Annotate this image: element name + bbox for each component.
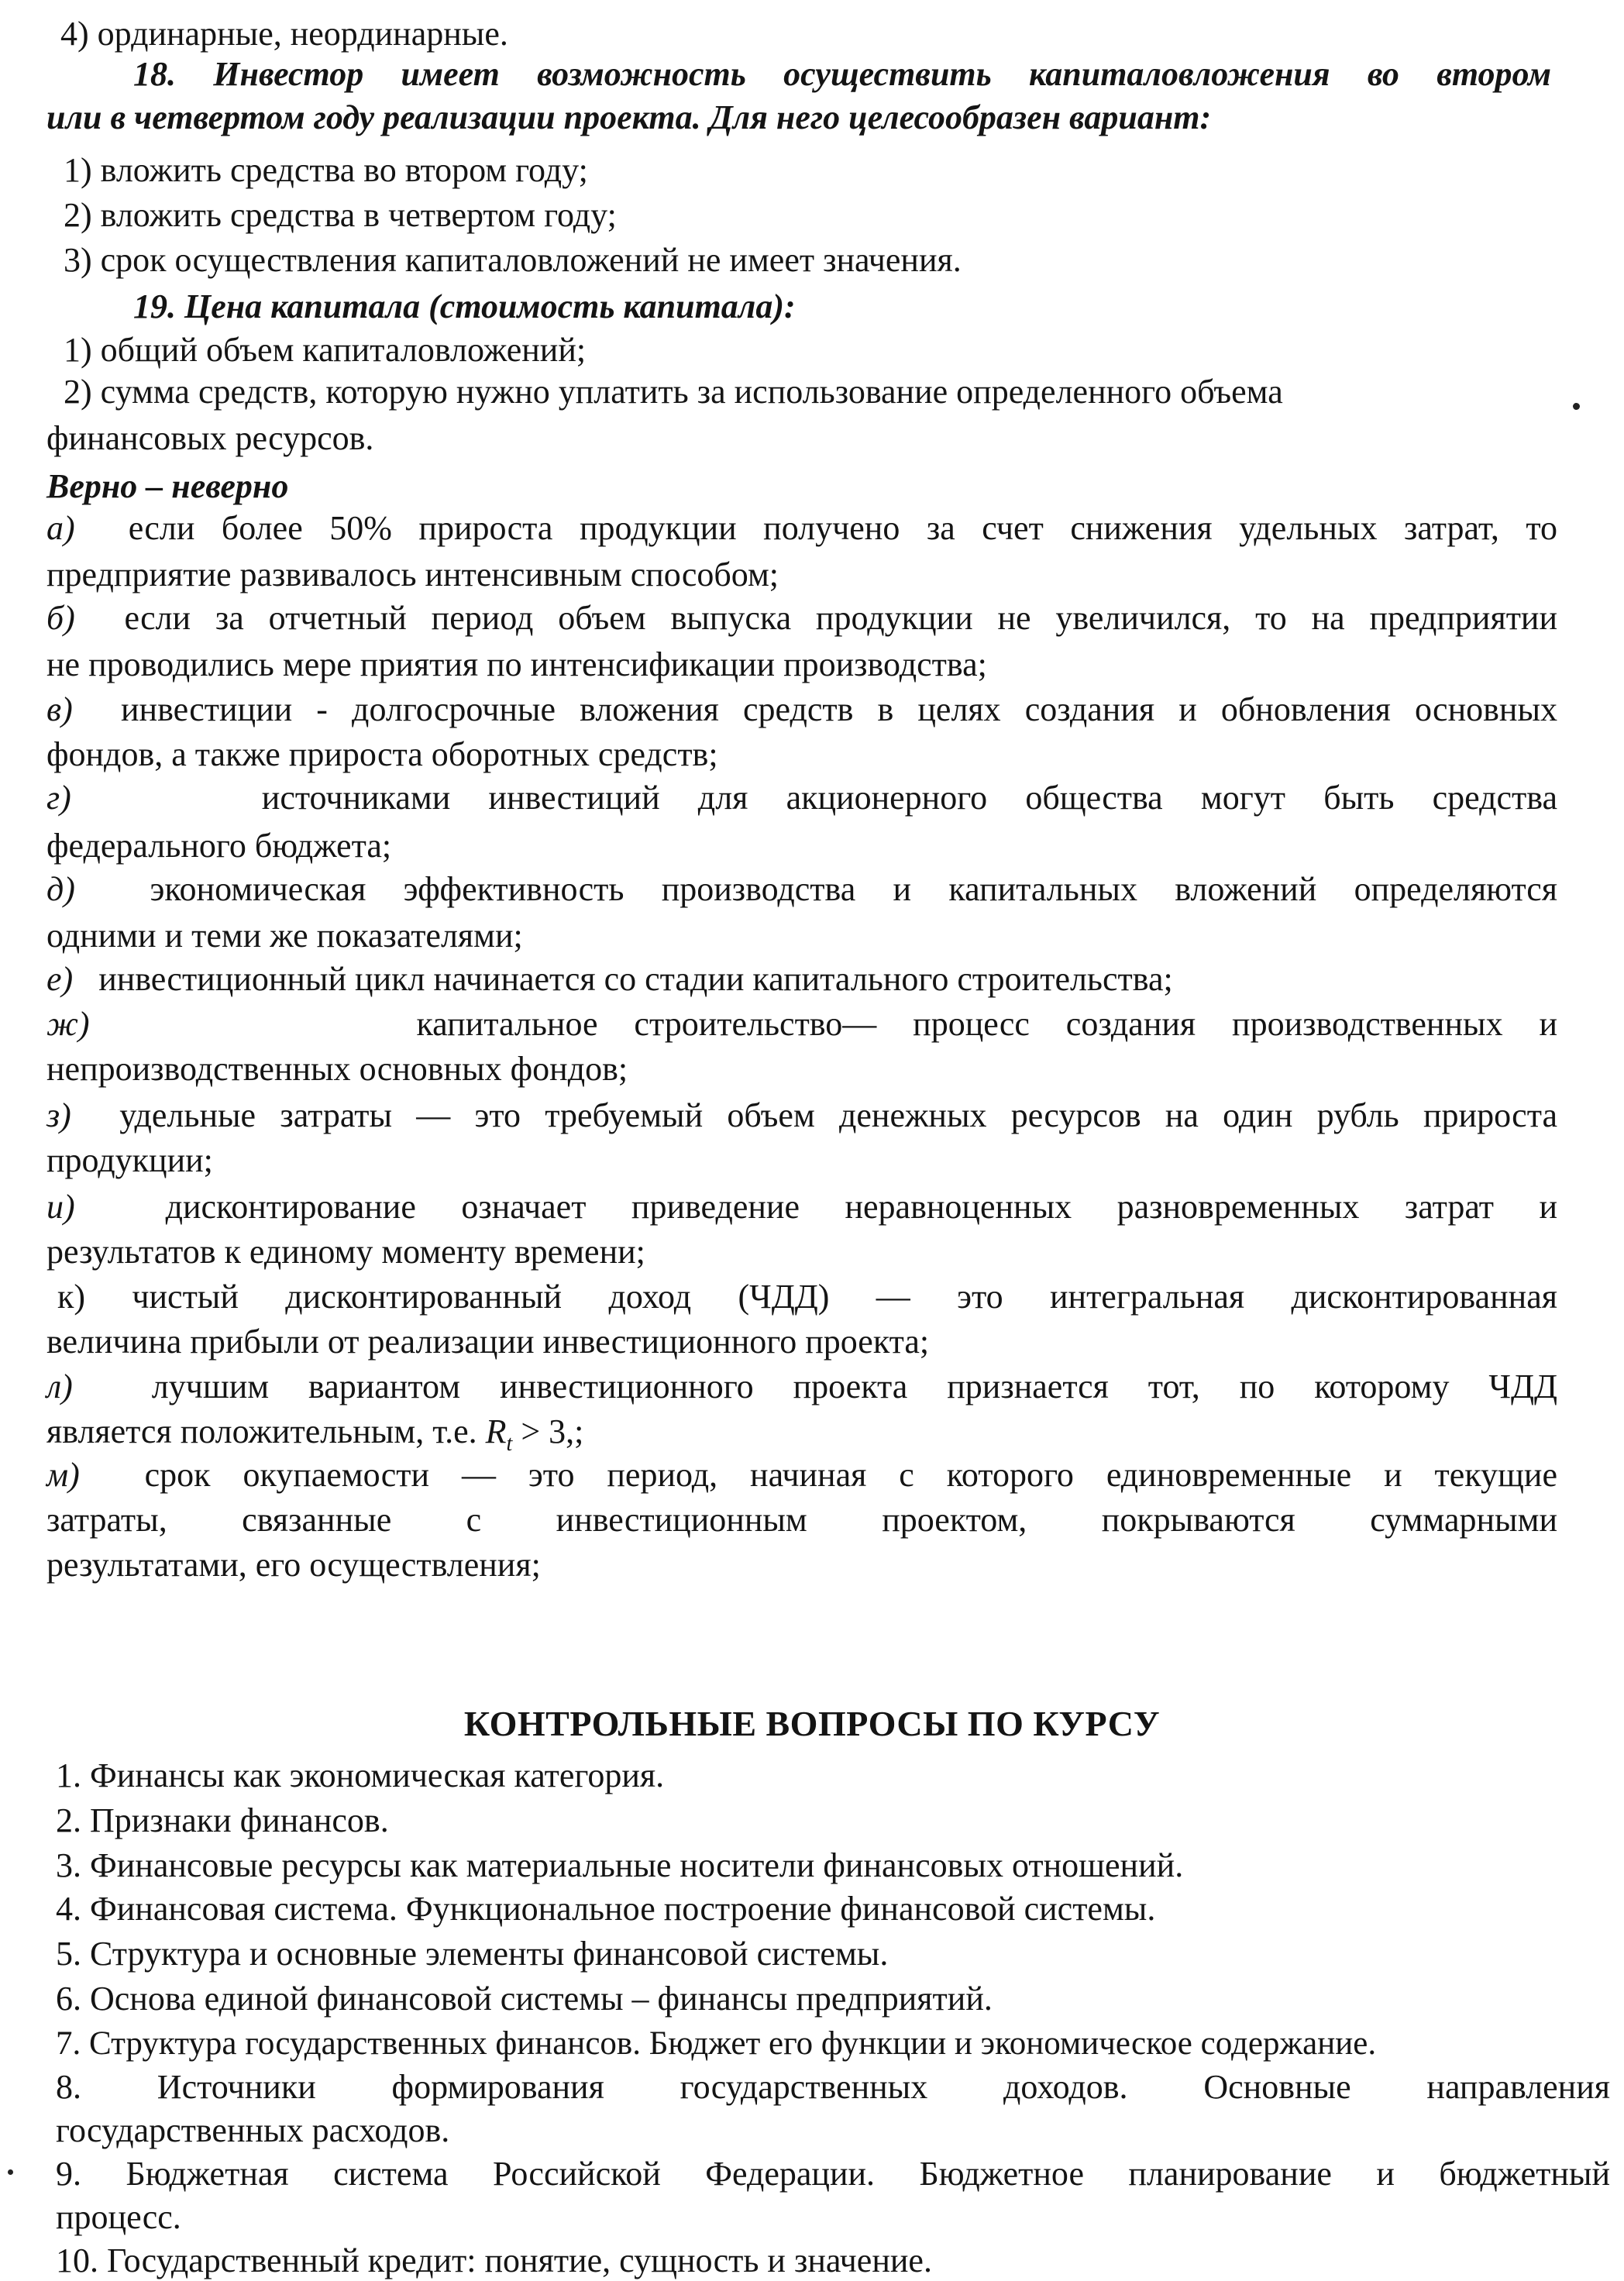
statement-v-line1: в) инвестиции - долгосрочные вложения средств в целях создания и обновления основных xyxy=(46,690,1558,728)
control-question-9-line2: процесс. xyxy=(56,2198,181,2236)
control-question-9-line1: 9. Бюджетная система Российской Федерации. Бюджетное планирование и бюджетный xyxy=(56,2155,1610,2193)
statement-z-marker: з) xyxy=(46,1096,71,1134)
question-18-option-2: 2) вложить средства в четвертом году; xyxy=(64,196,617,234)
statement-l-line1: л) лучшим вариантом инвестиционного проекта признается тот, по которому ЧДД xyxy=(46,1368,1558,1405)
question-19-title: 19. Цена капитала (стоимость капитала): xyxy=(133,287,796,325)
control-question-8-line1: 8. Источники формирования государственных доходов. Основные направления xyxy=(56,2068,1610,2106)
control-question-10: 10. Государственный кредит: понятие, сущность и значение. xyxy=(56,2241,932,2279)
statement-d-line2: одними и теми же показателями; xyxy=(46,917,523,955)
statement-a-line2: предприятие развивалось интенсивным способом; xyxy=(46,556,779,593)
question-18-option-1: 1) вложить средства во втором году; xyxy=(64,151,588,189)
control-question-4: 4. Финансовая система. Функциональное построение финансовой системы. xyxy=(56,1890,1156,1928)
control-question-2: 2. Признаки финансов. xyxy=(56,1801,389,1839)
statement-g-line1: г) источниками инвестиций для акционерного общества могут быть средства xyxy=(46,779,1557,817)
statement-l-marker: л) xyxy=(46,1368,73,1405)
statement-d-marker: д) xyxy=(46,870,75,908)
control-question-6: 6. Основа единой финансовой системы – финансы предприятий. xyxy=(56,1980,993,2018)
statement-zh-line1: ж) капитальное строительство— процесс создания производственных и xyxy=(46,1005,1557,1043)
statement-b-line1: б) если за отчетный период объем выпуска продукции не увеличился, то на предприятии xyxy=(46,599,1558,637)
statement-k-line2: величина прибыли от реализации инвестиционного проекта; xyxy=(46,1323,930,1361)
question-19-option-2-line2: финансовых ресурсов. xyxy=(46,419,374,457)
question-18-title-line2: или в четвертом году реализации проекта. Для него целесообразен вариант: xyxy=(46,98,1212,136)
statement-m-line3: результатами, его осуществления; xyxy=(46,1546,541,1584)
statement-e-marker: е) xyxy=(46,960,74,998)
statement-m-line1: м) срок окупаемости — это период, начиная с которого единовременные и текущие xyxy=(46,1456,1558,1494)
statement-g-marker: г) xyxy=(46,779,71,817)
question-19-option-1: 1) общий объем капиталовложений; xyxy=(64,331,587,369)
question-18-option-3: 3) срок осуществления капиталовложений не имеет значения. xyxy=(64,241,962,279)
statement-l-line2: является положительным, т.е. $R_t > 3$,; xyxy=(46,1412,584,1456)
previous-option-line: 4) ординарные, неординарные. xyxy=(60,15,508,53)
statement-a-line1: а) если более 50% прироста продукции получено за счет снижения удельных затрат, то xyxy=(46,509,1558,547)
control-question-8-line2: государственных расходов. xyxy=(56,2111,450,2149)
scan-dot-mark xyxy=(8,2169,13,2175)
statement-i-line1: и) дисконтирование означает приведение неравноценных разновременных затрат и xyxy=(46,1188,1558,1226)
statement-a-marker: а) xyxy=(46,509,75,547)
control-questions-heading: КОНТРОЛЬНЫЕ ВОПРОСЫ ПО КУРСУ xyxy=(463,1704,1161,1743)
statement-g-line2: федерального бюджета; xyxy=(46,827,392,865)
statement-i-line2: результатов к единому моменту времени; xyxy=(46,1233,645,1271)
statement-v-line2: фондов, а также прироста оборотных средств; xyxy=(46,735,718,773)
statement-z-line1: з) удельные затраты — это требуемый объем денежных ресурсов на один рубль прироста xyxy=(46,1096,1557,1134)
control-question-1: 1. Финансы как экономическая категория. xyxy=(56,1756,665,1794)
statement-zh-line2: непроизводственных основных фондов; xyxy=(46,1050,628,1088)
true-false-heading: Верно – неверно xyxy=(46,467,289,505)
formula-subscript: t xyxy=(506,1431,513,1456)
statement-z-line2: продукции; xyxy=(46,1141,213,1179)
control-question-7: 7. Структура государственных финансов. Бюджет его функции и экономическое содержание. xyxy=(56,2025,1377,2062)
control-question-5: 5. Структура и основные элементы финансовой системы. xyxy=(56,1935,889,1973)
statement-e-line1: е) инвестиционный цикл начинается со стадии капитального строительства; xyxy=(46,960,1173,998)
statement-m-marker: м) xyxy=(46,1456,80,1494)
statement-zh-marker: ж) xyxy=(46,1005,90,1043)
formula-variable: R xyxy=(485,1412,507,1450)
question-19-option-2-line1: 2) сумма средств, которую нужно уплатить за использование определенного объема xyxy=(64,373,1283,411)
scan-dot-mark xyxy=(1573,403,1580,410)
statement-b-line2: не проводились мере приятия по интенсификации производства; xyxy=(46,645,987,683)
control-question-3: 3. Финансовые ресурсы как материальные носители финансовых отношений. xyxy=(56,1846,1184,1884)
statement-k-line1: к) чистый дисконтированный доход (ЧДД) — это интегральная дисконтированная xyxy=(57,1278,1557,1316)
statement-i-marker: и) xyxy=(46,1188,75,1226)
statement-b-marker: б) xyxy=(46,599,75,637)
question-18-title-line1: 18. Инвестор имеет возможность осуществить капиталовложения во втором xyxy=(133,55,1551,93)
statement-d-line1: д) экономическая эффективность производства и капитальных вложений определяются xyxy=(46,870,1557,908)
statement-m-line2: затраты, связанные с инвестиционным проектом, покрываются суммарными xyxy=(46,1501,1557,1539)
statement-v-marker: в) xyxy=(46,690,73,728)
